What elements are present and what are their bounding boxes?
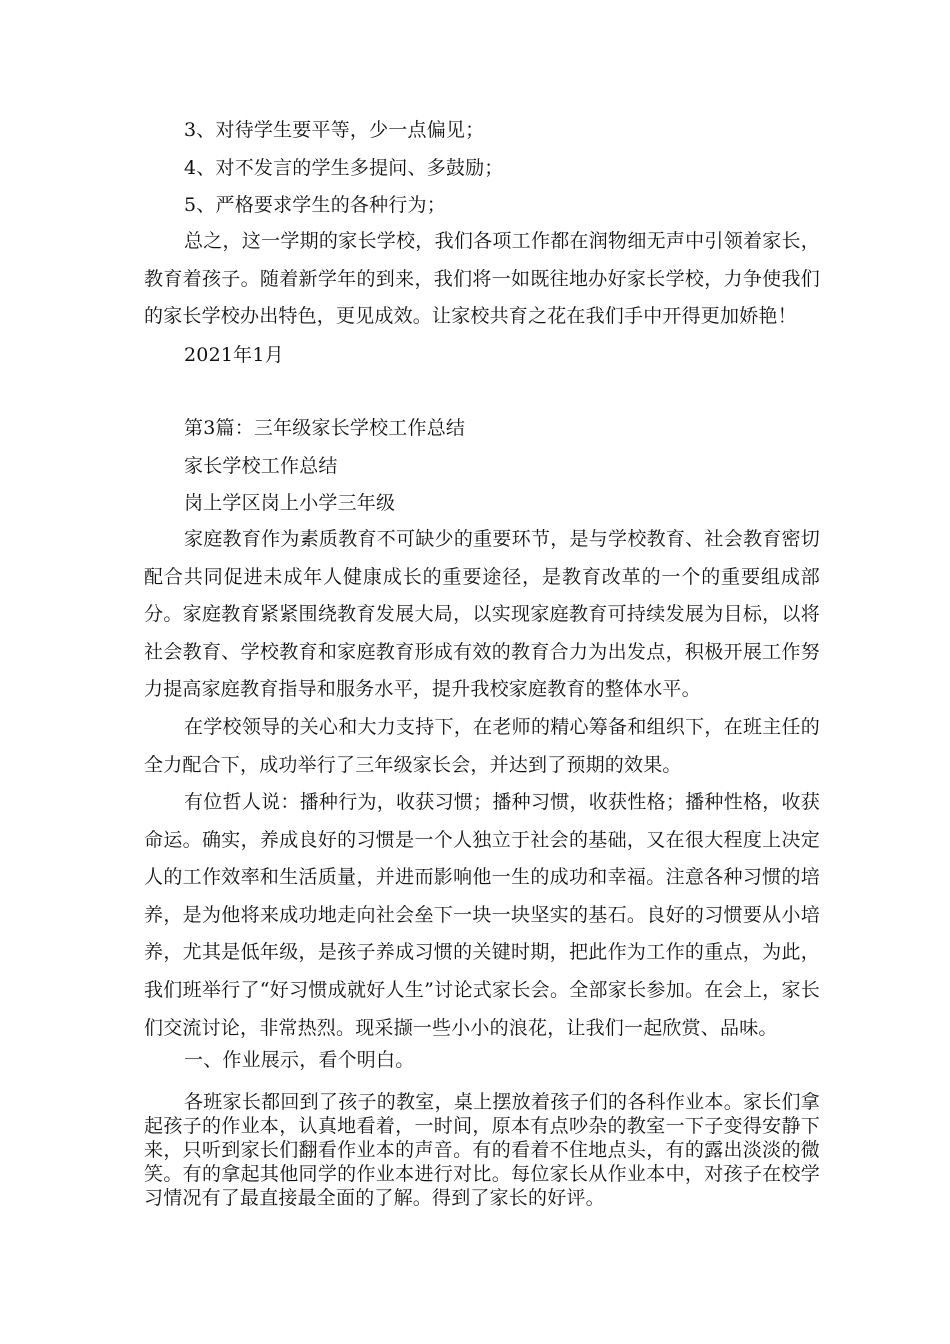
body-paragraph: 家庭教育作为素质教育不可缺少的重要环节，是与学校教育、社会教育密切配合共同促进未成年人健康成长的重要途径，是教育改革的一个的重要组成部分。家庭教育紧紧围绕教育发展大局，以实现家庭教育可持续发展为目标，以将社会教育、学校教育和家庭教育形成有效的教育合力为出发点，积极开展工作努力提高家庭教育指导和服务水平，提升我校家庭教育的整体水平。 <box>144 528 820 701</box>
conclusion-paragraph: 总之，这一学期的家长学校，我们各项工作都在润物细无声中引领着家长，教育着孩子。随着新学年的到来，我们将一如既往地办好家长学校，力争使我们的家长学校办出特色，更见成效。让家校共育之花在我们手中开得更加娇艳！ <box>144 230 820 328</box>
list-item: 5、严格要求学生的各种行为； <box>184 194 446 216</box>
list-item: 4、对不发言的学生多提问、多鼓励； <box>184 157 504 179</box>
body-paragraph: 在学校领导的关心和大力支持下，在老师的精心筹备和组织下，在班主任的全力配合下，成功举行了三年级家长会，并达到了预期的效果。 <box>144 716 820 776</box>
section-heading: 一、作业展示，看个明白。 <box>184 1049 415 1071</box>
final-paragraph: 各班家长都回到了孩子的教室，桌上摆放着孩子们的各科作业本。家长们拿起孩子的作业本，认真地看着，一时间，原本有点吵杂的教室一下子变得安静下来，只听到家长们翻看作业本的声音。有的看着不住地点头，有的露出淡淡的微笑。有的拿起其他同学的作业本进行对比。每位家长从作业本中，对孩子在校学习情况有了最直接最全面的了解。得到了家长的好评。 <box>144 1091 820 1209</box>
list-item: 3、对待学生要平等，少一点偏见； <box>184 119 485 141</box>
subtitle: 家长学校工作总结 <box>184 455 338 477</box>
article-title: 第3篇：三年级家长学校工作总结 <box>184 417 466 439</box>
document-date: 2021年1月 <box>184 344 284 366</box>
body-paragraph: 有位哲人说：播种行为，收获习惯；播种习惯，收获性格；播种性格，收获命运。确实，养成良好的习惯是一个人独立于社会的基础，又在很大程度上决定人的工作效率和生活质量，并进而影响他一生的成功和幸福。注意各种习惯的培养，是为他将来成功地走向社会垒下一块一块坚实的基石。良好的习惯要从小培养，尤其是低年级，是孩子养成习惯的关键时期，把此作为工作的重点，为此，我们班举行了“好习惯成就好人生”讨论式家长会。全部家长参加。在会上，家长们交流讨论，非常热烈。现采撷一些小小的浪花，让我们一起欣赏、品味。 <box>144 791 820 1039</box>
author-line: 岗上学区岗上小学三年级 <box>184 492 396 514</box>
